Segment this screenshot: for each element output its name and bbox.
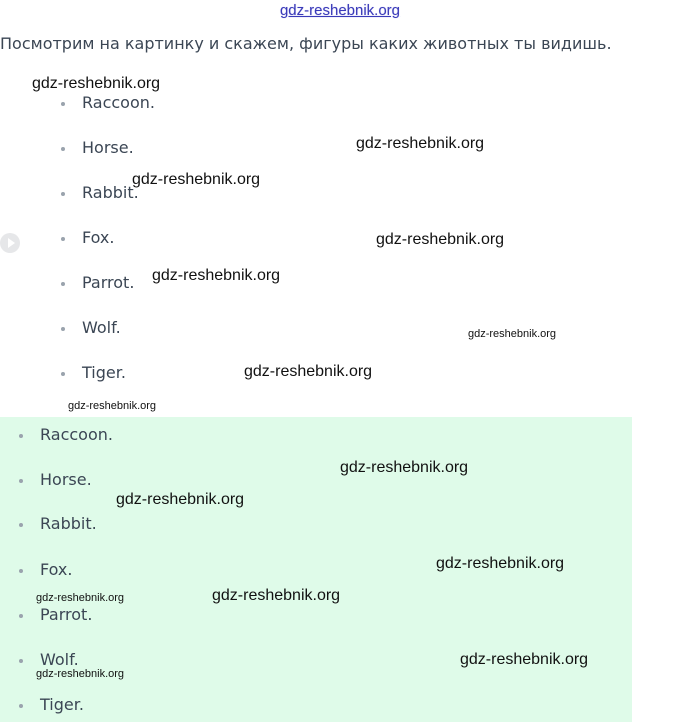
site-title-link[interactable]: gdz-reshebnik.org — [279, 2, 401, 19]
list-item: Parrot. — [40, 603, 92, 627]
list-item: Fox. — [40, 558, 72, 582]
watermark: gdz-reshebnik.org — [68, 400, 157, 412]
watermark: gdz-reshebnik.org — [436, 555, 565, 572]
play-icon[interactable] — [0, 233, 20, 253]
watermark: gdz-reshebnik.org — [132, 171, 261, 188]
list-item: Parrot. — [82, 271, 134, 295]
watermark: gdz-reshebnik.org — [468, 328, 557, 340]
list-item: Horse. — [82, 136, 134, 160]
list-item: Raccoon. — [82, 91, 155, 115]
watermark: gdz-reshebnik.org — [152, 267, 281, 284]
watermark: gdz-reshebnik.org — [356, 135, 485, 152]
list-item: Tiger. — [40, 693, 84, 717]
watermark: gdz-reshebnik.org — [340, 459, 469, 476]
list-item: Horse. — [40, 468, 92, 492]
watermark: gdz-reshebnik.org — [244, 363, 373, 380]
watermark: gdz-reshebnik.org — [36, 592, 125, 604]
list-item: Rabbit. — [82, 181, 139, 205]
list-item: Rabbit. — [40, 512, 97, 536]
list-item: Fox. — [82, 226, 114, 250]
list-item: Wolf. — [82, 316, 121, 340]
watermark: gdz-reshebnik.org — [32, 75, 161, 92]
watermark: gdz-reshebnik.org — [460, 651, 589, 668]
watermark: gdz-reshebnik.org — [376, 231, 505, 248]
watermark: gdz-reshebnik.org — [116, 491, 245, 508]
watermark: gdz-reshebnik.org — [212, 587, 341, 604]
list-item: Raccoon. — [40, 423, 113, 447]
list-item: Tiger. — [82, 361, 126, 385]
watermark: gdz-reshebnik.org — [36, 668, 125, 680]
list-item: Wolf. — [40, 648, 79, 672]
question-text: Посмотрим на картинку и скажем, фигуры каких животных ты видишь. — [0, 34, 612, 53]
